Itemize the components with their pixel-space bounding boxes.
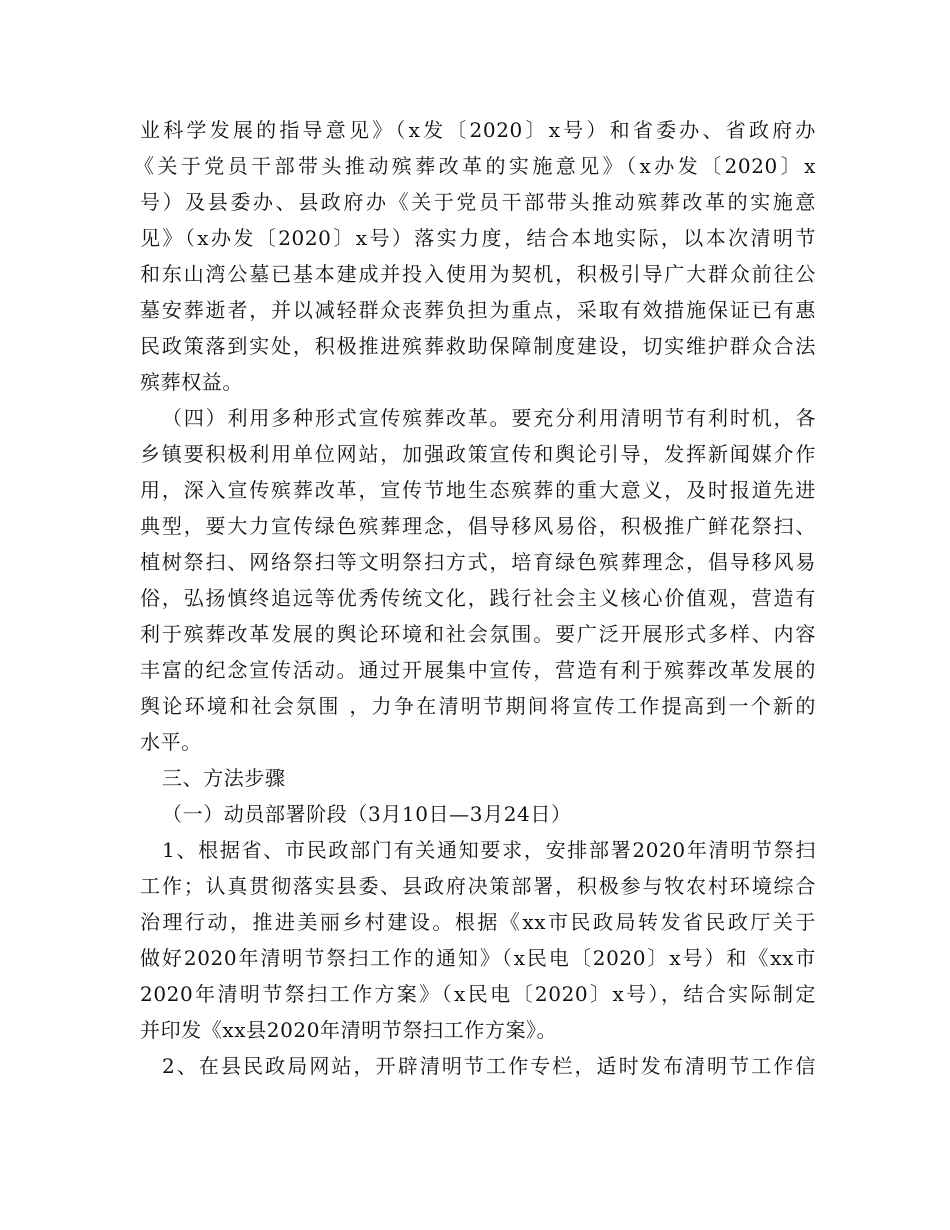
text-line: 丰富的纪念宣传活动。通过开展集中宣传，营造有利于殡葬改革发展的: [140, 658, 816, 682]
text-line: 治理行动，推进美丽乡村建设。根据《xx市民政局转发省民政厅关于: [140, 910, 816, 934]
text-line: 2020年清明节祭扫工作方案》（x民电〔2020〕x号），结合实际制定: [140, 982, 816, 1006]
text-line: 并印发《xx县2020年清明节祭扫工作方案》。: [140, 1018, 558, 1042]
text-line: 和东山湾公墓已基本建成并投入使用为契机，积极引导广大群众前往公: [140, 262, 816, 286]
text-line: 业科学发展的指导意见》（x发〔2020〕x号）和省委办、省政府办: [140, 118, 816, 142]
text-line: 殡葬权益。: [140, 370, 243, 394]
section-heading: 三、方法步骤: [162, 766, 286, 790]
paragraph-heading-line: （四）利用多种形式宣传殡葬改革。要充分利用清明节有利时机，各: [162, 406, 816, 430]
text-line: 号）及县委办、县政府办《关于党员干部带头推动殡葬改革的实施意: [140, 190, 816, 214]
text-line: 植树祭扫、网络祭扫等文明祭扫方式，培育绿色殡葬理念，倡导移风易: [140, 550, 816, 574]
text-line: 见》（x办发〔2020〕x号）落实力度，结合本地实际，以本次清明节: [140, 226, 816, 250]
text-line: 利于殡葬改革发展的舆论环境和社会氛围。要广泛开展形式多样、内容: [140, 622, 816, 646]
text-line: 典型，要大力宣传绿色殡葬理念，倡导移风易俗，积极推广鲜花祭扫、: [140, 514, 816, 538]
text-line: 2、在县民政局网站，开辟清明节工作专栏，适时发布清明节工作信: [162, 1054, 816, 1078]
text-line: 舆论环境和社会氛围 ，力争在清明节期间将宣传工作提高到一个新的: [140, 694, 816, 718]
text-line: 工作；认真贯彻落实县委、县政府决策部署，积极参与牧农村环境综合: [140, 874, 816, 898]
document-body: [134, 112, 816, 1084]
text-line: 水平。: [140, 730, 202, 754]
text-line: 用，深入宣传殡葬改革，宣传节地生态殡葬的重大意义，及时报道先进: [140, 478, 816, 502]
text-line: 民政策落到实处，积极推进殡葬救助保障制度建设，切实维护群众合法: [140, 334, 816, 358]
text-line: 俗，弘扬慎终追远等优秀传统文化，践行社会主义核心价值观，营造有: [140, 586, 816, 610]
text-line: 乡镇要积极利用单位网站，加强政策宣传和舆论引导，发挥新闻媒介作: [140, 442, 816, 466]
text-line: 1、根据省、市民政部门有关通知要求，安排部署2020年清明节祭扫: [162, 838, 816, 862]
text-line: 《关于党员干部带头推动殡葬改革的实施意见》（x办发〔2020〕x: [134, 154, 816, 178]
subsection-heading: （一）动员部署阶段（3月10日—3月24日）: [162, 802, 572, 826]
text-line: 做好2020年清明节祭扫工作的通知》（x民电〔2020〕x号）和《xx市: [140, 946, 816, 970]
text-line: 墓安葬逝者，并以减轻群众丧葬负担为重点，采取有效措施保证已有惠: [140, 298, 816, 322]
